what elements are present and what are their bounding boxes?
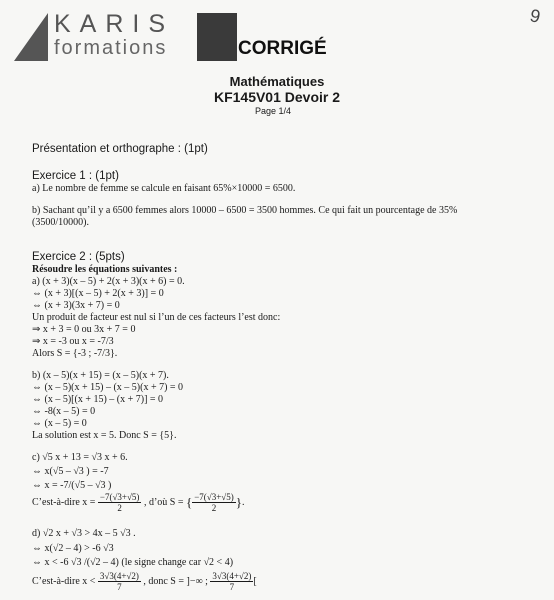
eq-a-line: ⇔ (x + 3)(3x + 7) = 0 xyxy=(32,300,120,311)
eq-d-solution-middle: , donc S = ]−∞ ; xyxy=(143,575,208,587)
eq-d-fraction: $\frac{3√3(4+√2)}{7}$ xyxy=(99,571,139,592)
eq-a-line: ⇒ x + 3 = 0 ou 3x + 7 = 0 xyxy=(32,324,136,335)
exercise-1-answer-b: b) Sachant qu’il y a 6500 femmes alors 10000 – 6500 = 3500 hommes. Ce qui fait un pourcentage de 35% xyxy=(32,205,458,216)
corrige-label: CORRIGÉ xyxy=(238,38,327,59)
eq-a-line: ⇒ x = -3 ou x = -7/3 xyxy=(32,336,114,347)
eq-a-line: a) (x + 3)(x – 5) + 2(x + 3)(x + 6) = 0. xyxy=(32,276,185,287)
eq-d-line: ⇔ x(√2 – 4) > -6 √3 xyxy=(32,543,114,554)
presentation-heading: Présentation et orthographe : (1pt) xyxy=(32,143,208,155)
exercise-1-answer-b-cont: (3500/10000). xyxy=(32,217,89,228)
eq-c-set-fraction: $\frac{-7(√3+√5)}{2}$ xyxy=(194,492,234,513)
eq-a-line: Un produit de facteur est nul si l’un de ces facteurs l’est donc: xyxy=(32,312,281,323)
document-code: KF145V01 Devoir 2 xyxy=(213,89,341,105)
eq-a-solution: Alors S = {-3 ; -7/3}. xyxy=(32,348,118,359)
eq-b-line: ⇔ (x – 5)(x + 15) – (x – 5)(x + 7) = 0 xyxy=(32,382,184,393)
eq-b-line: b) (x – 5)(x + 15) = (x – 5)(x + 7). xyxy=(32,370,169,381)
eq-c-fraction: $\frac{-7(√3+√5)}{2}$ xyxy=(99,492,140,513)
eq-c-solution-prefix: C’est-à-dire x = xyxy=(32,496,96,508)
eq-d-line: d) √2 x + √3 > 4x – 5 √3 . xyxy=(32,528,136,539)
subject-title: Mathématiques xyxy=(229,74,325,89)
exercise-1-heading: Exercice 1 : (1pt) xyxy=(32,170,119,182)
eq-d-solution-prefix: C’est-à-dire x < xyxy=(32,575,96,587)
exercise-2-intro: Résoudre les équations suivantes : xyxy=(32,264,178,275)
eq-b-line: ⇔ (x – 5)[(x + 15) – (x + 7)] = 0 xyxy=(32,394,164,405)
eq-c-line: ⇔ x = -7/(√5 – √3 ) xyxy=(32,480,112,491)
logo-triangle-icon xyxy=(14,13,48,61)
page-number: Page 1/4 xyxy=(254,106,292,116)
eq-d-solution: C’est-à-dire x < $\frac{3√3(4+√2)}{7}$ , donc S = ]−∞ ; $\frac{3√3(4+√2)}{7}$ [ xyxy=(32,571,257,592)
eq-d-line: ⇔ x < -6 √3 /(√2 – 4) (le signe change car √2 < 4) xyxy=(32,557,234,568)
eq-c-line: ⇔ x(√5 – √3 ) = -7 xyxy=(32,466,109,477)
eq-a-line: ⇔ (x + 3)[(x – 5) + 2(x + 3)] = 0 xyxy=(32,288,164,299)
handwritten-page-mark: 9 xyxy=(528,5,543,27)
logo-karis-text: KARIS xyxy=(54,10,175,38)
eq-c-solution-middle: , d’où S = xyxy=(143,496,184,508)
eq-c-line: c) √5 x + 13 = √3 x + 6. xyxy=(32,452,128,463)
eq-b-line: ⇔ (x – 5) = 0 xyxy=(32,418,87,429)
eq-c-solution: C’est-à-dire x = $\frac{-7(√3+√5)}{2}$ , d’où S = { $\frac{-7(√3+√5)}{2}$ }. xyxy=(32,492,245,513)
exercise-2-heading: Exercice 2 : (5pts) xyxy=(32,251,125,263)
logo-formations-text: formations xyxy=(54,37,168,59)
eq-d-set-fraction: $\frac{3√3(4+√2)}{7}$ xyxy=(212,571,252,592)
eq-b-solution: La solution est x = 5. Donc S = {5}. xyxy=(32,430,177,441)
exercise-1-answer-a: a) Le nombre de femme se calcule en faisant 65%×10000 = 6500. xyxy=(32,183,296,194)
eq-b-line: ⇔ -8(x – 5) = 0 xyxy=(32,406,96,417)
header-dark-block xyxy=(197,13,237,61)
